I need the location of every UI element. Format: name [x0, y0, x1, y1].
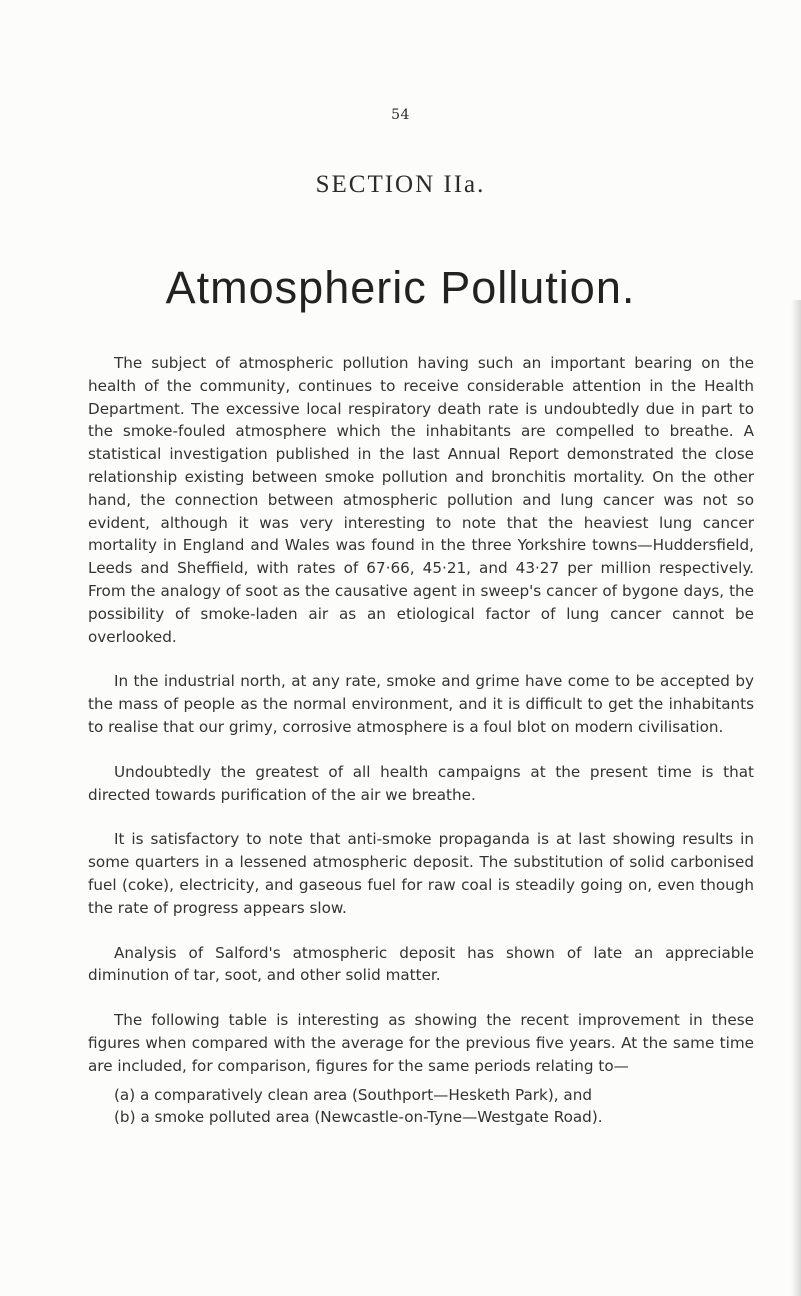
- page-number: 54: [391, 107, 410, 123]
- list-item: (a) a comparatively clean area (Southport—Hesketh Park), and: [114, 1085, 593, 1104]
- paragraph: The subject of atmospheric pollution having such an important bearing on the health of the community, continues to receive considerable attention in the Health Department. The excessive local respiratory death rate is undoubtedly due in part to the smoke-fouled atmosphere which the inhabitants are compelled to breathe. A statistical investigation published in the last Annual Report demonstrated the close relationship existing between smoke pollution and bronchitis mortality. On the other hand, the connection between atmospheric pollution and lung cancer was not so evident, although it was very interesting to note that the heaviest lung cancer mortality in England and Wales was found in the three Yorkshire towns—Huddersfield, Leeds and Sheffield, with rates of 67·66, 45·21, and 43·27 per million respectively. From the analogy of soot as the causative agent in sweep's cancer of bygone days, the possibility of smoke-laden air as an etiological factor of lung cancer cannot be overlooked.: [88, 354, 754, 646]
- paragraph: Analysis of Salford's atmospheric deposit has shown of late an appreciable diminution of tar, soot, and other solid matter.: [88, 943, 754, 985]
- paragraph: It is satisfactory to note that anti-smoke propaganda is at last showing results in some quarters in a lessened atmospheric deposit. The substitution of solid carbonised fuel (coke), electricity, and gaseous fuel for raw coal is steadily going on, even though the rate of progress appears slow.: [88, 830, 754, 917]
- paragraph: Undoubtedly the greatest of all health campaigns at the present time is that directed towards purification of the air we breathe.: [88, 762, 754, 804]
- body-text: [88, 352, 754, 1129]
- paragraph: The following table is interesting as showing the recent improvement in these figures when compared with the average for the previous five years. At the same time are included, for comparison, figures for the same periods relating to—: [88, 1011, 754, 1075]
- paragraph: In the industrial north, at any rate, smoke and grime have come to be accepted by the mass of people as the normal environment, and it is difficult to get the inhabitants to realise that our grimy, corrosive atmosphere is a foul blot on modern civilisation.: [88, 672, 754, 736]
- page-title: Atmospheric Pollution.: [165, 262, 636, 313]
- section-heading: SECTION IIa.: [315, 171, 486, 198]
- page-edge-shadow: [791, 300, 801, 1296]
- list-item: (b) a smoke polluted area (Newcastle-on-Tyne—Westgate Road).: [114, 1108, 603, 1127]
